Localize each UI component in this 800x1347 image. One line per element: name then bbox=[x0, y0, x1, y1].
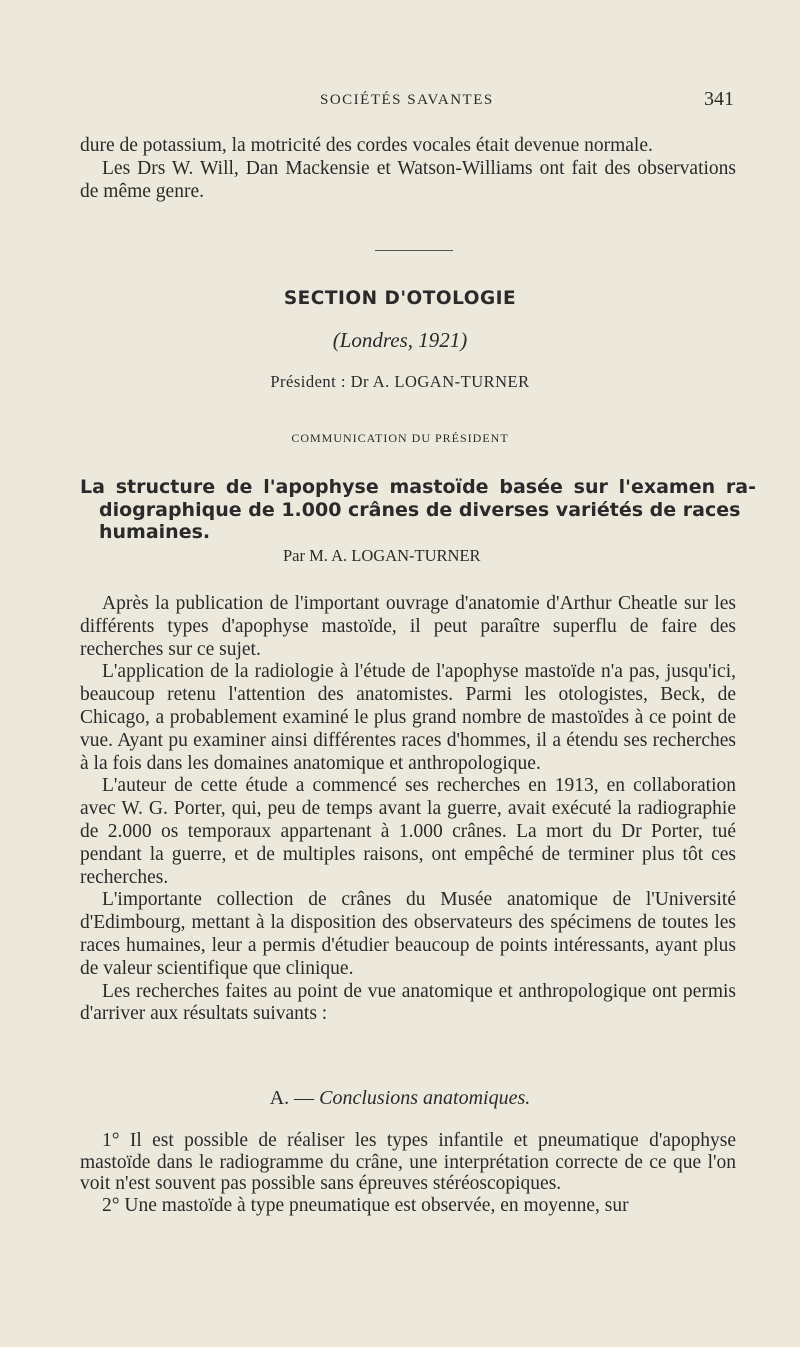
paragraph: Après la publication de l'important ouvrage d'anatomie d'Arthur Cheatle sur les différents types d'apophyse mastoïde, il peut paraître superflu de faire des recherches sur ce sujet. bbox=[80, 593, 736, 660]
paragraph: Les Drs W. Will, Dan Mackensie et Watson-Williams ont fait des observations de même genre. bbox=[80, 157, 736, 202]
conclusion-item: 2° Une mastoïde à type pneumatique est observée, en moyenne, sur bbox=[102, 1194, 629, 1216]
section-president: Président : Dr A. LOGAN-TURNER bbox=[270, 372, 530, 391]
article-title-line: humaines. bbox=[99, 521, 211, 543]
continued-text bbox=[80, 135, 736, 203]
section-divider bbox=[375, 250, 453, 251]
paragraph: L'auteur de cette étude a commencé ses recherches en 1913, en collaboration avec W. G. Porter, qui, peu de temps avant la guerre, avait exécuté la radiographie de 2.000 os temporaux appartenant à 1.000 crânes. La mort du Dr Porter, tué pendant la guerre, et de multiples raisons, ont empêché de terminer plus tôt ces recherches. bbox=[80, 775, 736, 888]
article-title-line: diographique de 1.000 crânes de diverses variétés de races bbox=[99, 498, 741, 521]
paragraph: dure de potassium, la motricité des cordes vocales était devenue normale. bbox=[80, 135, 653, 156]
running-head: SOCIÉTÉS SAVANTES bbox=[320, 92, 494, 108]
subsection-prefix: A. — bbox=[269, 1087, 315, 1109]
conclusion-item: 1° Il est possible de réaliser les types infantile et pneumatique d'apophyse mastoïde dans le radiogramme du crâne, une interprétation correcte de ce que l'on voit n'est souvent pas possible sans épreuves stéréoscopiques. bbox=[80, 1130, 736, 1195]
article-author: Par M. A. LOGAN-TURNER bbox=[283, 546, 481, 565]
conclusions-list bbox=[80, 1130, 736, 1216]
paragraph: L'application de la radiologie à l'étude de l'apophyse mastoïde n'a pas, jusqu'ici, beaucoup retenu l'attention des anatomistes. Parmi les otologistes, Beck, de Chicago, a probablement examiné le plus grand nombre de mastoïdes à ce point de vue. Ayant pu examiner ainsi différentes races d'hommes, il a étendu ses recherches à la fois dans les domaines anatomique et anthropologique. bbox=[80, 661, 736, 774]
article-title bbox=[80, 476, 756, 544]
section-subtitle: (Londres, 1921) bbox=[332, 328, 468, 352]
subsection-title: Conclusions anatomiques. bbox=[319, 1087, 531, 1109]
article-body bbox=[80, 593, 736, 1026]
section-title: SECTION D'OTOLOGIE bbox=[283, 288, 517, 309]
communication-label: COMMUNICATION DU PRÉSIDENT bbox=[291, 431, 509, 445]
article-title-line: La structure de l'apophyse mastoïde basée sur l'examen ra- bbox=[80, 476, 756, 498]
paragraph: Les recherches faites au point de vue anatomique et anthropologique ont permis d'arriver aux résultats suivants : bbox=[80, 980, 736, 1025]
page-header bbox=[80, 88, 736, 116]
subsection-heading bbox=[0, 1087, 800, 1110]
page-number: 341 bbox=[704, 88, 734, 110]
paragraph: L'importante collection de crânes du Musée anatomique de l'Université d'Edimbourg, mettant à la disposition des observateurs des spécimens de toutes les races humaines, leur a permis d'étudier beaucoup de points intéressants, ayant plus de valeur scientifique que clinique. bbox=[80, 889, 736, 979]
